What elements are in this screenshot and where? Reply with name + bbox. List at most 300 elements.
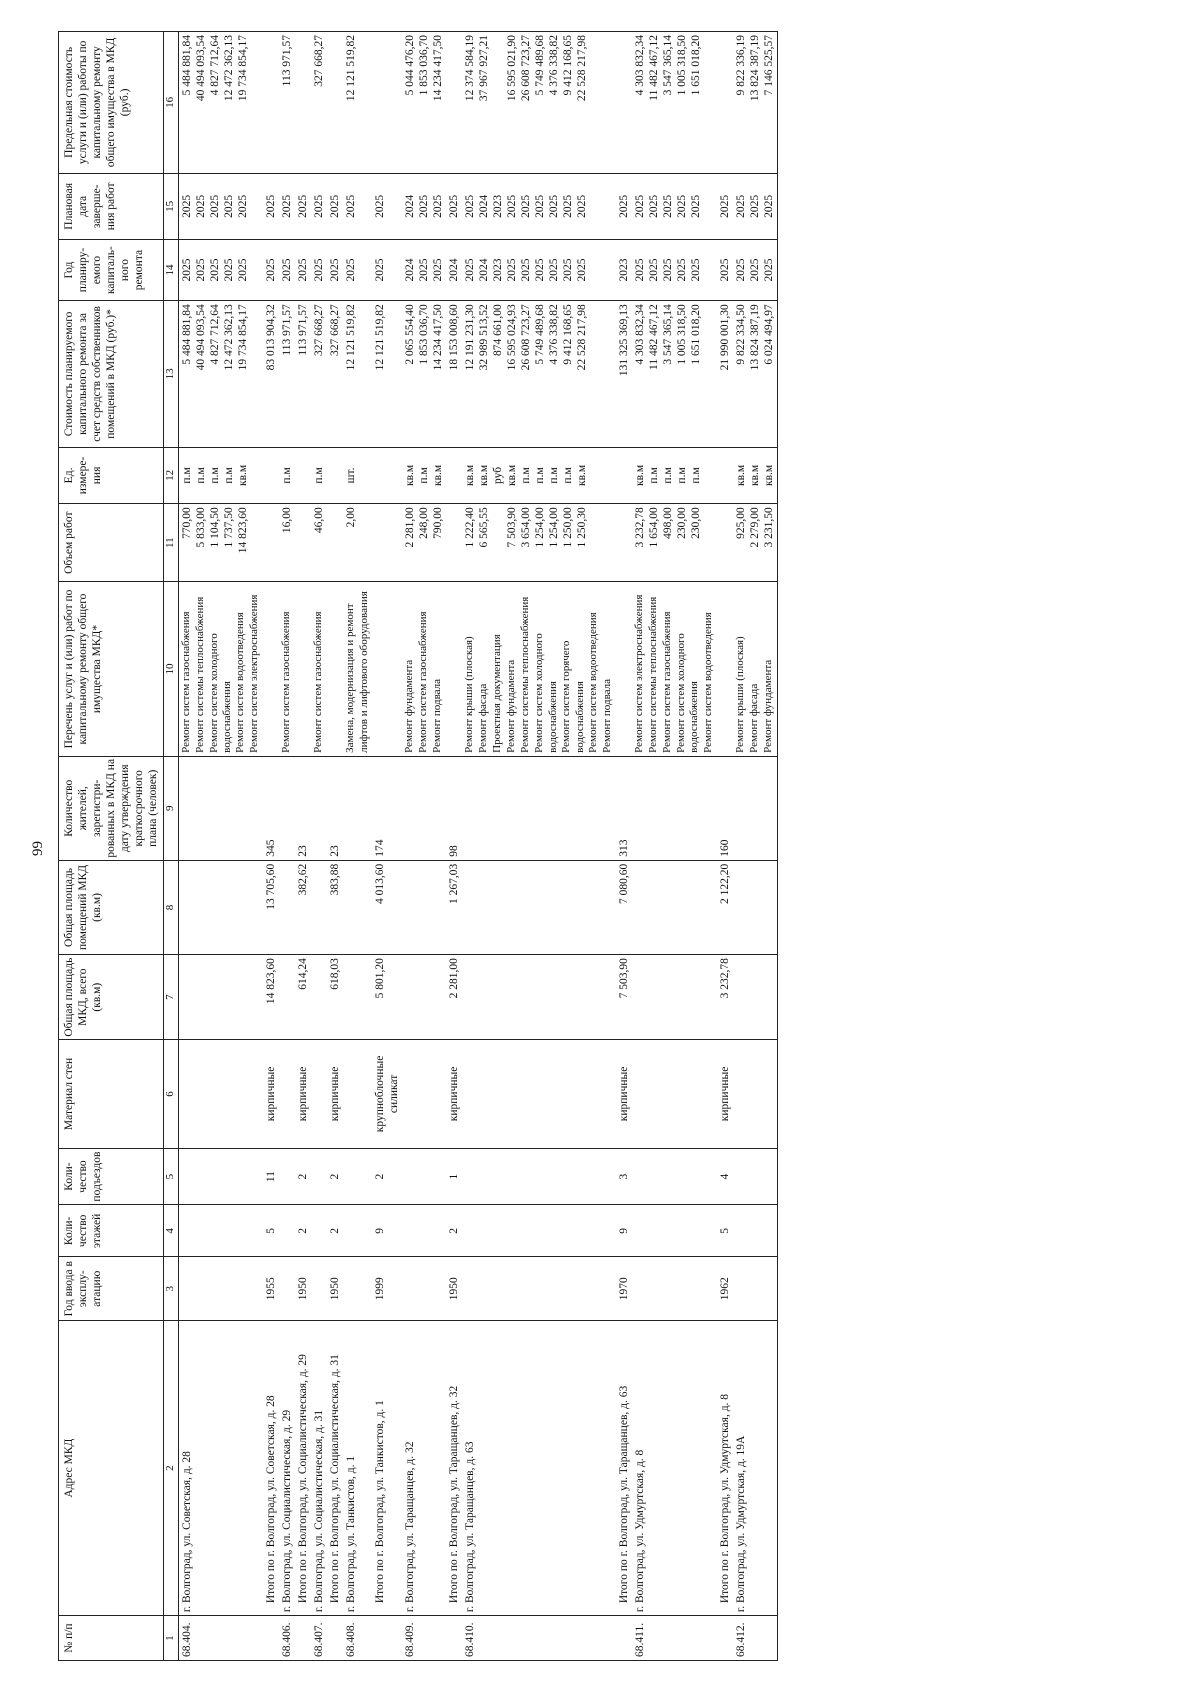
column-number: 16 [164, 32, 178, 174]
column-number: 8 [164, 860, 178, 954]
end-date: 2025 [448, 194, 461, 218]
total-address: Итого по г. Волгоград, ул. Таращанцев, д. 63 [617, 1385, 630, 1604]
work-volume: 14 823,60 [236, 507, 249, 554]
end-date: 2025 [718, 194, 731, 218]
total-area: 7 503,90 [617, 958, 630, 999]
limit-cost: 5 044 476,20 [404, 35, 417, 96]
repair-year: 2025 [208, 258, 221, 282]
work-volume: 1 654,00 [647, 507, 660, 548]
end-date: 2025 [520, 194, 533, 218]
column-header: Ед. измере-ния [59, 447, 164, 504]
end-date: 2024 [404, 194, 417, 218]
total-address: Итого по г. Волгоград, ул. Социалистическая, д. 29 [297, 1354, 310, 1604]
end-date: 2025 [432, 194, 445, 218]
premises-area: 1 267,03 [448, 863, 461, 904]
limit-cost: 19 734 854,17 [236, 35, 249, 102]
work-item: Ремонт фундамента [505, 659, 518, 753]
work-cost: 9 822 334,50 [734, 304, 747, 365]
total-area: 14 823,60 [265, 958, 278, 1005]
work-item: Ремонт систем электроснабжения [248, 594, 261, 753]
column-number: 13 [164, 301, 178, 447]
limit-cost: 13 824 387,19 [748, 35, 761, 102]
work-item: Ремонт систем водоотведения [701, 612, 714, 753]
total-area: 614,24 [297, 958, 310, 990]
repair-year: 2025 [313, 258, 326, 282]
repair-year: 2025 [676, 258, 688, 282]
floors-count: 5 [265, 1227, 278, 1234]
work-volume: 1 222,40 [464, 507, 477, 548]
building-address: г. Волгоград, ул. Таращанцев, д. 63 [464, 1441, 477, 1613]
column-header: Перечень услуг и (или) работ по капитальному ремонту общего имущества МКД* [59, 582, 164, 757]
end-date: 2025 [180, 194, 193, 218]
work-volume: 2 279,00 [748, 507, 761, 548]
work-cost: 16 595 024,93 [506, 304, 519, 371]
limit-cost: 1 651 018,20 [690, 35, 703, 96]
column-header: Общая площадь помещений МКД (кв.м) [59, 860, 164, 954]
work-unit: п.м [180, 467, 193, 484]
limit-cost: 327 668,27 [313, 35, 326, 87]
work-item: Ремонт систем газоснабжения [417, 611, 430, 753]
limit-cost: 11 482 467,12 [647, 35, 660, 101]
work-volume: 1 254,00 [548, 507, 561, 548]
column-header: Материал стен [59, 1040, 164, 1149]
work-unit: кв.м [404, 464, 417, 487]
table-row [632, 32, 717, 1661]
work-item: Ремонт систем холодного водоснабжения [533, 633, 559, 753]
work-unit: кв.м [748, 464, 761, 487]
limit-cost: 4 827 712,64 [208, 35, 221, 96]
work-unit: п.м [313, 467, 326, 484]
work-item: Ремонт систем газоснабжения [312, 611, 325, 753]
work-unit: п.м [676, 467, 688, 484]
column-header: № п/п [59, 1616, 164, 1661]
work-cost: 22 528 217,98 [576, 304, 589, 371]
building-address: г. Волгоград, ул. Танкистов, д. 1 [345, 1455, 358, 1613]
row-number: 68.409. [404, 1622, 417, 1657]
residents-count: 98 [448, 845, 461, 857]
building-address: г. Волгоград, ул. Удмуртская, д. 19А [734, 1435, 747, 1613]
building-address: г. Волгоград, ул. Социалистическая, д. 31 [313, 1409, 326, 1613]
work-unit: п.м [690, 467, 703, 484]
entrances-count: 2 [297, 1173, 310, 1180]
end-date: 2025 [208, 194, 221, 218]
premises-area: 2 122,20 [718, 863, 731, 904]
repair-year: 2025 [281, 258, 294, 282]
total-row [446, 32, 462, 1661]
row-number: 68.412. [734, 1622, 747, 1657]
end-date: 2025 [236, 194, 249, 218]
premises-area: 382,62 [297, 863, 310, 896]
work-unit: п.м [222, 467, 235, 484]
wall-material: кирпичные [329, 1066, 342, 1122]
column-header: Стоимость планируемого капитального ремонта за счет средств собственников помещений в МКД (руб.)* [59, 301, 164, 447]
column-number: 6 [164, 1040, 178, 1149]
premises-area: 383,88 [329, 863, 342, 896]
repair-year: 2025 [633, 258, 646, 282]
repair-year: 2024 [404, 258, 417, 282]
repair-year: 2025 [534, 258, 547, 282]
work-item: Ремонт системы теплоснабжения [646, 596, 659, 753]
end-date: 2025 [418, 194, 431, 218]
work-item: Проектная документация [491, 634, 504, 753]
work-item: Ремонт крыши (плоская) [463, 636, 476, 753]
work-unit: шт. [345, 467, 358, 484]
column-number: 3 [164, 1257, 178, 1321]
work-unit: п.м [534, 467, 547, 484]
building-address: г. Волгоград, ул. Социалистическая, д. 29 [281, 1409, 294, 1613]
total-cost: 18 153 008,60 [448, 304, 461, 371]
repair-year: 2025 [194, 258, 207, 282]
work-cost: 9 412 168,65 [562, 304, 575, 365]
repair-year: 2025 [647, 258, 660, 282]
year-built: 1962 [718, 1277, 731, 1301]
column-header: Плановая дата заверше-ния работ [59, 173, 164, 239]
work-cost: 1 651 018,20 [690, 304, 703, 365]
total-cost: 21 990 001,30 [718, 304, 731, 371]
work-unit: кв.м [236, 464, 249, 487]
total-area: 5 801,20 [374, 958, 387, 999]
work-cost: 2 065 554,40 [404, 304, 417, 365]
total-cost: 113 971,57 [297, 304, 310, 356]
repair-year: 2025 [432, 258, 445, 282]
work-item: Ремонт фундамента [403, 659, 416, 753]
column-number: 9 [164, 756, 178, 860]
work-cost: 874 661,00 [492, 304, 505, 356]
limit-cost: 14 234 417,50 [432, 35, 445, 102]
work-unit: руб [492, 466, 505, 484]
work-cost: 40 494 093,54 [194, 304, 207, 371]
wall-material: кирпичные [265, 1066, 278, 1122]
work-unit: кв.м [478, 464, 491, 487]
work-item: Ремонт систем водоотведения [586, 612, 599, 753]
work-item: Замена, модернизация и ремонт лифтов и лифтового оборудования [344, 591, 370, 753]
work-unit: п.м [520, 467, 533, 484]
work-volume: 1 254,00 [534, 507, 547, 548]
work-volume: 2,00 [345, 507, 358, 528]
table-row [311, 32, 327, 1661]
repair-year: 2025 [265, 258, 278, 282]
column-number: 4 [164, 1205, 178, 1257]
residents-count: 23 [329, 845, 342, 857]
entrances-count: 2 [329, 1173, 342, 1180]
column-number: 7 [164, 955, 178, 1040]
work-cost: 1 005 318,50 [676, 304, 688, 365]
repair-year: 2025 [297, 258, 310, 282]
limit-cost: 1 853 036,70 [418, 35, 431, 96]
premises-area: 13 705,60 [265, 863, 278, 910]
work-cost: 4 303 832,34 [633, 304, 646, 365]
residents-count: 313 [617, 839, 630, 857]
total-address: Итого по г. Волгоград, ул. Удмуртская, д. 8 [718, 1393, 731, 1604]
work-cost: 11 482 467,12 [647, 304, 660, 370]
wall-material: кирпичные [718, 1066, 731, 1122]
repair-year: 2025 [506, 258, 519, 282]
work-cost: 5 484 881,84 [180, 304, 193, 365]
total-area: 618,03 [329, 958, 342, 990]
floors-count: 2 [297, 1227, 310, 1234]
work-item: Ремонт систем газоснабжения [660, 611, 673, 753]
column-number-row [164, 32, 178, 1661]
repair-year: 2023 [617, 258, 630, 282]
total-row [263, 32, 279, 1661]
total-row [295, 32, 311, 1661]
repair-year: 2025 [576, 258, 589, 282]
work-cost: 1 853 036,70 [418, 304, 431, 365]
work-volume: 5 833,00 [194, 507, 207, 548]
repair-plan-table [58, 31, 778, 1661]
work-unit: п.м [208, 467, 221, 484]
wall-material: крупноблочные силикат [374, 1055, 401, 1133]
column-header: Объем работ [59, 504, 164, 582]
table-row [733, 32, 778, 1661]
work-unit: кв.м [464, 464, 477, 487]
repair-year: 2025 [464, 258, 477, 282]
work-volume: 3 232,78 [633, 507, 646, 548]
column-header: Адрес МКД [59, 1321, 164, 1616]
end-date: 2024 [478, 194, 491, 218]
table-row [402, 32, 446, 1661]
row-number: 68.406. [281, 1622, 294, 1657]
work-volume: 46,00 [313, 507, 326, 534]
end-date: 2025 [297, 194, 310, 218]
total-cost: 131 325 369,13 [617, 304, 630, 377]
work-volume: 1 737,50 [222, 507, 235, 548]
work-cost: 13 824 387,19 [748, 304, 761, 371]
column-number: 11 [164, 504, 178, 582]
column-number: 10 [164, 582, 178, 757]
work-volume: 925,00 [734, 507, 747, 539]
wall-material: кирпичные [617, 1066, 630, 1122]
work-cost: 113 971,57 [281, 304, 294, 356]
total-cost: 12 121 519,82 [374, 304, 387, 371]
limit-cost: 26 608 723,27 [520, 35, 533, 102]
limit-cost [491, 35, 505, 170]
end-date: 2025 [345, 194, 358, 218]
work-item: Ремонт систем электроснабжения [632, 594, 645, 753]
work-cost: 14 234 417,50 [432, 304, 445, 371]
work-item: Ремонт систем холодного водоснабжения [674, 633, 701, 753]
total-cost: 83 013 904,32 [265, 304, 278, 371]
work-item: Ремонт фасада [747, 683, 760, 753]
end-date: 2025 [576, 194, 589, 218]
work-volume: 230,00 [690, 507, 703, 539]
work-item: Ремонт фундамента [761, 659, 774, 753]
work-cost: 4 376 338,82 [548, 304, 561, 365]
end-date: 2025 [734, 194, 747, 218]
residents-count: 174 [374, 839, 387, 857]
table-row [279, 32, 295, 1661]
page-number: 99 [30, 841, 46, 856]
row-number: 68.404. [180, 1622, 193, 1657]
row-number: 68.411. [633, 1622, 646, 1657]
limit-cost: 12 121 519,82 [345, 35, 358, 102]
end-date: 2025 [374, 194, 387, 218]
residents-count: 345 [265, 839, 278, 857]
repair-year: 2025 [222, 258, 235, 282]
total-address: Итого по г. Волгоград, ул. Таращанцев, д. 32 [448, 1385, 461, 1604]
row-number: 68.410. [464, 1622, 477, 1657]
work-unit: п.м [562, 467, 575, 484]
end-date: 2025 [194, 194, 207, 218]
repair-year: 2025 [236, 258, 249, 282]
table-row [178, 32, 263, 1661]
entrances-count: 1 [448, 1173, 461, 1180]
total-cost: 327 668,27 [329, 304, 342, 356]
end-date: 2025 [676, 194, 688, 218]
header-row [59, 32, 164, 1661]
work-cost: 3 547 365,14 [661, 304, 674, 365]
row-number: 68.408. [345, 1622, 358, 1657]
residents-count: 23 [297, 845, 310, 857]
work-item: Ремонт систем газоснабжения [280, 611, 293, 753]
repair-year: 2025 [180, 258, 193, 282]
repair-year: 2025 [748, 258, 761, 282]
column-header: Год ввода в эксплу-атацию [59, 1257, 164, 1321]
row-number: 68.407. [313, 1622, 326, 1657]
limit-cost: 3 547 365,14 [661, 35, 674, 96]
end-date: 2025 [748, 194, 761, 218]
work-item: Ремонт крыши (плоская) [733, 636, 746, 753]
repair-year: 2024 [448, 258, 461, 282]
end-date: 2025 [534, 194, 547, 218]
floors-count: 2 [448, 1227, 461, 1234]
building-address: г. Волгоград, ул. Советская, д. 28 [180, 1451, 193, 1613]
premises-area: 7 080,60 [617, 863, 630, 904]
limit-cost: 113 971,57 [281, 35, 294, 87]
repair-year: 2025 [345, 258, 358, 282]
work-unit: кв.м [762, 464, 775, 487]
work-cost: 5 749 489,68 [534, 304, 547, 365]
limit-cost: 4 303 832,34 [633, 35, 646, 96]
work-unit: кв.м [633, 464, 646, 487]
residents-count: 160 [718, 839, 731, 857]
work-volume: 1 250,00 [562, 507, 575, 548]
repair-year: 2025 [548, 258, 561, 282]
column-number: 14 [164, 239, 178, 300]
table-row [462, 32, 616, 1661]
repair-year: 2025 [690, 258, 703, 282]
column-header: Предельная стоимость услуги и (или) работы по капитальному ремонту общего имущества в МКД (руб.) [59, 32, 164, 174]
work-volume: 3 654,00 [520, 507, 533, 548]
work-item: Ремонт систем горячего водоснабжения [560, 640, 586, 753]
limit-cost: 12 472 362,13 [222, 35, 235, 102]
column-number: 15 [164, 173, 178, 239]
column-number: 1 [164, 1616, 178, 1661]
limit-cost: 7 146 525,57 [762, 35, 775, 96]
work-item: Ремонт фасада [477, 683, 490, 753]
floors-count: 5 [718, 1227, 731, 1234]
total-row [717, 32, 733, 1661]
building-address: г. Волгоград, ул. Таращанцев, д. 32 [404, 1441, 417, 1613]
work-unit: кв.м [432, 464, 445, 487]
end-date: 2025 [762, 194, 775, 218]
work-volume: 3 231,50 [762, 507, 775, 548]
column-header: Коли-чество подъездов [59, 1148, 164, 1205]
column-number: 2 [164, 1321, 178, 1616]
end-date: 2025 [647, 194, 660, 218]
limit-cost: 4 376 338,82 [548, 35, 561, 96]
total-row [372, 32, 402, 1661]
work-volume: 2 281,00 [404, 507, 417, 548]
work-item: Ремонт систем газоснабжения [179, 611, 192, 753]
column-number: 5 [164, 1148, 178, 1205]
repair-year: 2025 [329, 258, 342, 282]
work-unit: п.м [418, 467, 431, 484]
work-unit: п.м [194, 467, 207, 484]
limit-cost: 37 967 927,21 [478, 35, 491, 102]
work-cost: 26 608 723,27 [520, 304, 533, 371]
end-date: 2023 [492, 194, 505, 218]
work-item: Ремонт системы теплоснабжения [193, 596, 206, 753]
work-volume: 790,00 [432, 507, 445, 539]
repair-year: 2024 [478, 258, 491, 282]
end-date: 2025 [222, 194, 235, 218]
limit-cost: 5 484 881,84 [180, 35, 193, 96]
work-item: Ремонт систем водоотведения [234, 612, 247, 753]
work-volume: 230,00 [676, 507, 688, 539]
work-item: Ремонт подвала [600, 679, 613, 753]
floors-count: 9 [374, 1227, 387, 1234]
wall-material: кирпичные [297, 1066, 310, 1122]
end-date: 2025 [329, 194, 342, 218]
end-date: 2025 [506, 194, 519, 218]
limit-cost: 40 494 093,54 [194, 35, 207, 102]
end-date: 2025 [281, 194, 294, 218]
work-cost: 12 121 519,82 [345, 304, 358, 371]
repair-year: 2025 [762, 258, 775, 282]
year-built: 1950 [329, 1277, 342, 1301]
limit-cost: 12 374 584,19 [464, 35, 477, 102]
work-volume: 1 250,30 [576, 507, 589, 548]
work-unit: п.м [647, 467, 660, 484]
end-date: 2025 [548, 194, 561, 218]
repair-year: 2023 [492, 258, 505, 282]
end-date: 2025 [313, 194, 326, 218]
table-body [178, 32, 777, 1661]
work-cost: 327 668,27 [313, 304, 326, 356]
total-address: Итого по г. Волгоград, ул. Советская, д. 28 [265, 1395, 278, 1604]
year-built: 1999 [374, 1277, 387, 1301]
work-item: Ремонт системы теплоснабжения [519, 596, 532, 753]
work-cost: 4 827 712,64 [208, 304, 221, 365]
entrances-count: 2 [374, 1173, 387, 1180]
work-volume: 498,00 [661, 507, 674, 539]
limit-cost: 5 749 489,68 [534, 35, 547, 96]
total-address: Итого по г. Волгоград, ул. Танкистов, д. 1 [374, 1400, 387, 1604]
work-unit: кв.м [576, 464, 589, 487]
work-cost: 19 734 854,17 [236, 304, 249, 371]
repair-year: 2025 [520, 258, 533, 282]
end-date: 2025 [617, 194, 630, 218]
repair-year: 2025 [418, 258, 431, 282]
end-date: 2025 [265, 194, 278, 218]
limit-cost: 9 412 168,65 [562, 35, 575, 96]
limit-cost: 9 822 336,19 [734, 35, 747, 96]
entrances-count: 11 [265, 1171, 278, 1183]
work-volume [491, 507, 505, 578]
floors-count: 9 [617, 1227, 630, 1234]
work-cost: 12 472 362,13 [222, 304, 235, 371]
end-date: 2025 [562, 194, 575, 218]
work-cost: 12 191 231,30 [464, 304, 477, 371]
total-row [616, 32, 632, 1661]
entrances-count: 4 [718, 1173, 731, 1180]
end-date: 2025 [661, 194, 674, 218]
work-unit: кв.м [506, 464, 519, 487]
work-unit: п.м [548, 467, 561, 484]
column-header: Общая площадь МКД, всего (кв.м) [59, 955, 164, 1040]
end-date: 2025 [464, 194, 477, 218]
